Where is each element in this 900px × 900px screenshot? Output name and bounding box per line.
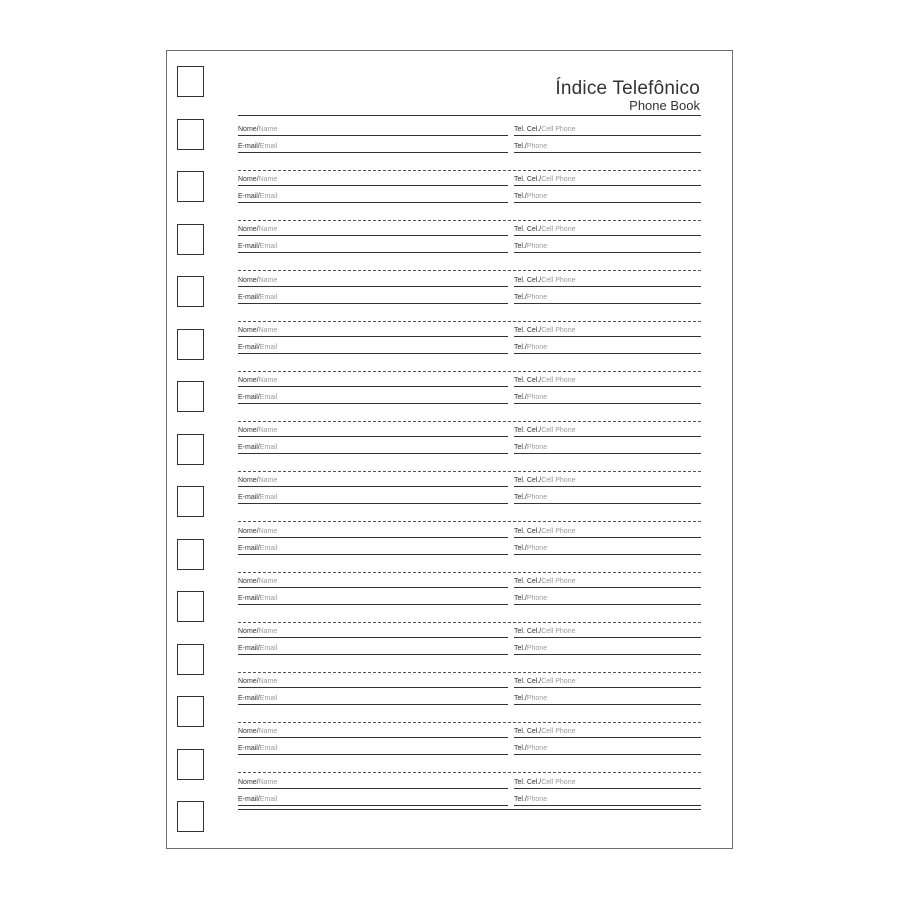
name-field-label-en: Name [258, 527, 278, 535]
name-field-line[interactable] [238, 687, 508, 688]
cell-phone-field-line[interactable] [514, 286, 701, 287]
name-field-label [238, 577, 277, 586]
page-title [555, 79, 700, 112]
cell-phone-field-label [514, 677, 575, 686]
contact-entry [238, 527, 701, 571]
phone-field-label-en: Phone [526, 745, 548, 753]
email-field-label-en: Email [259, 695, 278, 703]
name-field-label [238, 175, 277, 184]
email-field-label [238, 443, 277, 452]
email-field-line[interactable] [238, 303, 508, 304]
phone-field-label-pt: Tel./ [514, 695, 527, 703]
cell-phone-field-line[interactable] [514, 587, 701, 588]
cell-phone-field-label [514, 727, 575, 736]
entry-separator [238, 622, 701, 623]
phone-field-label-en: Phone [526, 394, 548, 401]
index-tab[interactable] [177, 696, 204, 727]
cell-phone-field-label [514, 175, 575, 184]
name-field-line[interactable] [238, 537, 508, 538]
phone-field-label-en: Phone [526, 193, 548, 201]
contact-entry [238, 125, 701, 169]
email-field-line[interactable] [238, 704, 508, 705]
name-field-line[interactable] [238, 587, 508, 588]
cell-phone-field-label-pt: Tel. Cel./ [514, 226, 542, 234]
cell-phone-field-label-pt: Tel. Cel./ [514, 276, 542, 284]
phone-field-label-pt: Tel./ [514, 193, 527, 201]
name-field-label [238, 225, 277, 234]
name-field-label-pt: Nome/ [238, 678, 259, 686]
cell-phone-field-label [514, 276, 575, 285]
cell-phone-field-line[interactable] [514, 537, 701, 538]
cell-phone-field-label-pt: Tel. Cel./ [514, 477, 542, 485]
name-field-line[interactable] [238, 486, 508, 487]
phone-field-label-pt: Tel./ [514, 143, 527, 150]
phone-field-label-pt: Tel./ [514, 243, 527, 251]
cell-phone-field-line[interactable] [514, 436, 701, 437]
email-field-label [238, 744, 277, 753]
index-tab[interactable] [177, 119, 204, 150]
entry-separator [238, 270, 701, 271]
cell-phone-field-label-pt: Tel. Cel./ [514, 326, 542, 334]
email-field-label-pt: E-mail/ [238, 444, 260, 452]
phone-field-line[interactable] [514, 353, 701, 354]
phone-field-label [514, 544, 547, 553]
email-field-label-en: Email [259, 494, 278, 502]
phone-field-line[interactable] [514, 403, 701, 404]
phone-field-label-pt: Tel./ [514, 544, 527, 552]
email-field-line[interactable] [238, 604, 508, 605]
email-field-label-pt: E-mail/ [238, 143, 260, 150]
phone-field-line[interactable] [514, 453, 701, 454]
name-field-label-pt: Nome/ [238, 778, 259, 786]
index-tab[interactable] [177, 749, 204, 780]
name-field-label-pt: Nome/ [238, 577, 259, 585]
phone-field-label-pt: Tel./ [514, 444, 527, 452]
cell-phone-field-label-en: Cell Phone [541, 577, 576, 585]
email-field-label-pt: E-mail/ [238, 645, 260, 652]
phone-field-line[interactable] [514, 754, 701, 755]
entry-separator [238, 371, 701, 372]
email-field-label [238, 594, 277, 603]
entry-separator [238, 170, 701, 171]
email-field-line[interactable] [238, 654, 508, 655]
index-tab[interactable] [177, 486, 204, 517]
email-field-label-en: Email [259, 143, 278, 150]
name-field-label [238, 727, 277, 736]
name-field-label-pt: Nome/ [238, 176, 259, 184]
email-field-label-pt: E-mail/ [238, 343, 260, 351]
email-field-label [238, 493, 277, 502]
cell-phone-field-label-en: Cell Phone [541, 126, 576, 133]
name-field-label-pt: Nome/ [238, 226, 259, 234]
email-field-label [238, 393, 277, 402]
email-field-label-en: Email [259, 544, 278, 552]
name-field-label [238, 627, 277, 636]
name-field-label-pt: Nome/ [238, 527, 259, 535]
cell-phone-field-line[interactable] [514, 336, 701, 337]
cell-phone-field-line[interactable] [514, 486, 701, 487]
cell-phone-field-label-en: Cell Phone [541, 678, 576, 686]
name-field-label [238, 426, 277, 435]
cell-phone-field-label [514, 225, 575, 234]
cell-phone-field-label [514, 376, 575, 385]
title-english: Phone Book [629, 98, 700, 113]
phone-field-line[interactable] [514, 554, 701, 555]
email-field-line[interactable] [238, 403, 508, 404]
name-field-label [238, 276, 277, 285]
phone-field-label [514, 594, 547, 603]
index-tab[interactable] [177, 539, 204, 570]
contact-entry [238, 225, 701, 269]
email-field-line[interactable] [238, 252, 508, 253]
cell-phone-field-label-pt: Tel. Cel./ [514, 577, 542, 585]
cell-phone-field-line[interactable] [514, 185, 701, 186]
contact-entry [238, 175, 701, 219]
email-field-label [238, 544, 277, 553]
entry-separator [238, 321, 701, 322]
phone-field-label-en: Phone [526, 795, 548, 803]
phone-field-label-en: Phone [526, 243, 548, 251]
cell-phone-field-line[interactable] [514, 235, 701, 236]
email-field-label-pt: E-mail/ [238, 795, 260, 803]
cell-phone-field-line[interactable] [514, 737, 701, 738]
index-tab[interactable] [177, 329, 204, 360]
email-field-label-pt: E-mail/ [238, 193, 260, 201]
name-field-label-en: Name [258, 427, 278, 435]
name-field-line[interactable] [238, 185, 508, 186]
email-field-line[interactable] [238, 202, 508, 203]
phone-field-line[interactable] [514, 152, 701, 153]
contact-entry [238, 376, 701, 420]
cell-phone-field-label [514, 577, 575, 586]
cell-phone-field-label-en: Cell Phone [541, 377, 576, 384]
cell-phone-field-label-en: Cell Phone [541, 226, 576, 234]
email-field-label-en: Email [259, 394, 278, 401]
email-field-label-en: Email [259, 243, 278, 251]
cell-phone-field-label [514, 426, 575, 435]
cell-phone-field-label-pt: Tel. Cel./ [514, 778, 542, 786]
phone-field-label-pt: Tel./ [514, 293, 527, 301]
index-tab[interactable] [177, 381, 204, 412]
phone-field-label-en: Phone [526, 594, 548, 602]
phone-field-label-en: Phone [526, 494, 548, 502]
email-field-label-en: Email [259, 745, 278, 753]
phone-field-label [514, 343, 547, 352]
phone-field-line[interactable] [514, 303, 701, 304]
cell-phone-field-line[interactable] [514, 135, 701, 136]
cell-phone-field-label [514, 326, 575, 335]
email-field-line[interactable] [238, 152, 508, 153]
cell-phone-field-label-en: Cell Phone [541, 427, 576, 435]
phone-field-line[interactable] [514, 604, 701, 605]
name-field-line[interactable] [238, 436, 508, 437]
phone-field-label [514, 192, 547, 201]
name-field-label-en: Name [258, 678, 278, 686]
entry-separator [238, 471, 701, 472]
cell-phone-field-label-en: Cell Phone [541, 628, 576, 635]
email-field-label [238, 242, 277, 251]
phone-field-line[interactable] [514, 503, 701, 504]
phone-field-label-en: Phone [526, 444, 548, 452]
email-field-line[interactable] [238, 353, 508, 354]
name-field-label-pt: Nome/ [238, 276, 259, 284]
cell-phone-field-label-en: Cell Phone [541, 276, 576, 284]
footer-rule [238, 809, 701, 810]
email-field-label [238, 142, 277, 151]
cell-phone-field-label-pt: Tel. Cel./ [514, 678, 542, 686]
name-field-label [238, 376, 277, 385]
entry-separator [238, 722, 701, 723]
email-field-label-en: Email [259, 594, 278, 602]
cell-phone-field-label-pt: Tel. Cel./ [514, 728, 542, 736]
phone-field-label-pt: Tel./ [514, 394, 527, 401]
cell-phone-field-label-pt: Tel. Cel./ [514, 427, 542, 435]
cell-phone-field-label-en: Cell Phone [541, 527, 576, 535]
index-tab[interactable] [177, 591, 204, 622]
name-field-label-en: Name [258, 176, 278, 184]
cell-phone-field-label-pt: Tel. Cel./ [514, 126, 542, 133]
name-field-label-en: Name [258, 377, 278, 384]
name-field-label-en: Name [258, 778, 278, 786]
email-field-line[interactable] [238, 554, 508, 555]
name-field-line[interactable] [238, 235, 508, 236]
email-field-label-pt: E-mail/ [238, 544, 260, 552]
contact-entry [238, 476, 701, 520]
cell-phone-field-label [514, 476, 575, 485]
contact-entry [238, 677, 701, 721]
entry-separator [238, 521, 701, 522]
phone-field-label-en: Phone [526, 343, 548, 351]
name-field-label-pt: Nome/ [238, 377, 259, 384]
phone-field-label-en: Phone [526, 143, 548, 150]
cell-phone-field-label-pt: Tel. Cel./ [514, 628, 542, 635]
email-field-label-en: Email [259, 293, 278, 301]
cell-phone-field-label-en: Cell Phone [541, 477, 576, 485]
phone-field-label [514, 795, 547, 804]
contact-entry [238, 426, 701, 470]
email-field-label-en: Email [259, 645, 278, 652]
index-tab[interactable] [177, 224, 204, 255]
name-field-label-en: Name [258, 577, 278, 585]
name-field-label-pt: Nome/ [238, 477, 259, 485]
entry-separator [238, 572, 701, 573]
cell-phone-field-label-en: Cell Phone [541, 176, 576, 184]
name-field-line[interactable] [238, 386, 508, 387]
email-field-label-en: Email [259, 444, 278, 452]
email-field-line[interactable] [238, 453, 508, 454]
index-tab[interactable] [177, 434, 204, 465]
email-field-label-pt: E-mail/ [238, 594, 260, 602]
phone-field-label [514, 644, 547, 653]
contact-entry [238, 326, 701, 370]
phone-field-label [514, 293, 547, 302]
contact-entry [238, 276, 701, 320]
email-field-label [238, 795, 277, 804]
index-tab[interactable] [177, 171, 204, 202]
phone-field-label-pt: Tel./ [514, 795, 527, 803]
name-field-label-en: Name [258, 477, 278, 485]
title-portuguese: Índice Telefônico [555, 78, 700, 99]
email-field-label-en: Email [259, 795, 278, 803]
phone-field-label-en: Phone [526, 544, 548, 552]
name-field-line[interactable] [238, 788, 508, 789]
name-field-label [238, 778, 277, 787]
name-field-line[interactable] [238, 286, 508, 287]
cell-phone-field-label-pt: Tel. Cel./ [514, 176, 542, 184]
cell-phone-field-label-en: Cell Phone [541, 326, 576, 334]
phone-field-label [514, 393, 547, 402]
contact-entry [238, 778, 701, 822]
email-field-label [238, 293, 277, 302]
cell-phone-field-label [514, 627, 575, 636]
name-field-label-pt: Nome/ [238, 326, 259, 334]
email-field-line[interactable] [238, 503, 508, 504]
email-field-label-pt: E-mail/ [238, 293, 260, 301]
email-field-label-pt: E-mail/ [238, 745, 260, 753]
name-field-label-en: Name [258, 728, 278, 736]
email-field-label [238, 644, 277, 653]
email-field-label [238, 343, 277, 352]
name-field-label [238, 326, 277, 335]
name-field-label-en: Name [258, 276, 278, 284]
email-field-line[interactable] [238, 805, 508, 806]
phone-field-label [514, 443, 547, 452]
index-tab[interactable] [177, 66, 204, 97]
cell-phone-field-line[interactable] [514, 386, 701, 387]
phone-field-label [514, 242, 547, 251]
cell-phone-field-label [514, 125, 575, 134]
cell-phone-field-line[interactable] [514, 788, 701, 789]
phone-field-label [514, 694, 547, 703]
phone-book-page [166, 50, 733, 849]
phone-field-label-en: Phone [526, 293, 548, 301]
phone-field-label-pt: Tel./ [514, 745, 527, 753]
cell-phone-field-label-pt: Tel. Cel./ [514, 527, 542, 535]
contact-entry [238, 727, 701, 771]
email-field-label [238, 192, 277, 201]
email-field-line[interactable] [238, 754, 508, 755]
index-tab[interactable] [177, 801, 204, 832]
name-field-line[interactable] [238, 637, 508, 638]
cell-phone-field-label [514, 778, 575, 787]
cell-phone-field-label [514, 527, 575, 536]
phone-field-label [514, 142, 547, 151]
email-field-label-pt: E-mail/ [238, 243, 260, 251]
cell-phone-field-label-en: Cell Phone [541, 778, 576, 786]
name-field-label-en: Name [258, 126, 278, 133]
name-field-label-en: Name [258, 226, 278, 234]
name-field-line[interactable] [238, 336, 508, 337]
name-field-label-pt: Nome/ [238, 728, 259, 736]
name-field-label [238, 476, 277, 485]
name-field-label-en: Name [258, 326, 278, 334]
name-field-label-pt: Nome/ [238, 126, 259, 133]
cell-phone-field-line[interactable] [514, 637, 701, 638]
phone-field-label-pt: Tel./ [514, 594, 527, 602]
index-tab[interactable] [177, 276, 204, 307]
entry-separator [238, 672, 701, 673]
name-field-label [238, 677, 277, 686]
email-field-label-en: Email [259, 343, 278, 351]
phone-field-label-en: Phone [526, 645, 548, 652]
name-field-line[interactable] [238, 135, 508, 136]
entry-separator [238, 220, 701, 221]
index-tab[interactable] [177, 644, 204, 675]
phone-field-label-pt: Tel./ [514, 645, 527, 652]
email-field-label-pt: E-mail/ [238, 394, 260, 401]
phone-field-line[interactable] [514, 252, 701, 253]
name-field-line[interactable] [238, 737, 508, 738]
name-field-label [238, 527, 277, 536]
name-field-label-en: Name [258, 628, 278, 635]
header-rule [238, 115, 701, 116]
name-field-label-pt: Nome/ [238, 427, 259, 435]
cell-phone-field-label-en: Cell Phone [541, 728, 576, 736]
name-field-label-pt: Nome/ [238, 628, 259, 635]
phone-field-line[interactable] [514, 202, 701, 203]
phone-field-line[interactable] [514, 805, 701, 806]
phone-field-label-pt: Tel./ [514, 494, 527, 502]
email-field-label-pt: E-mail/ [238, 494, 260, 502]
phone-field-label-pt: Tel./ [514, 343, 527, 351]
phone-field-line[interactable] [514, 654, 701, 655]
name-field-label [238, 125, 277, 134]
entry-separator [238, 421, 701, 422]
phone-field-label [514, 493, 547, 502]
contact-entry [238, 577, 701, 621]
phone-field-line[interactable] [514, 704, 701, 705]
phone-field-label-en: Phone [526, 695, 548, 703]
entry-separator [238, 772, 701, 773]
cell-phone-field-label-pt: Tel. Cel./ [514, 377, 542, 384]
email-field-label-pt: E-mail/ [238, 695, 260, 703]
cell-phone-field-line[interactable] [514, 687, 701, 688]
phone-field-label [514, 744, 547, 753]
email-field-label [238, 694, 277, 703]
email-field-label-en: Email [259, 193, 278, 201]
contact-entry [238, 627, 701, 671]
